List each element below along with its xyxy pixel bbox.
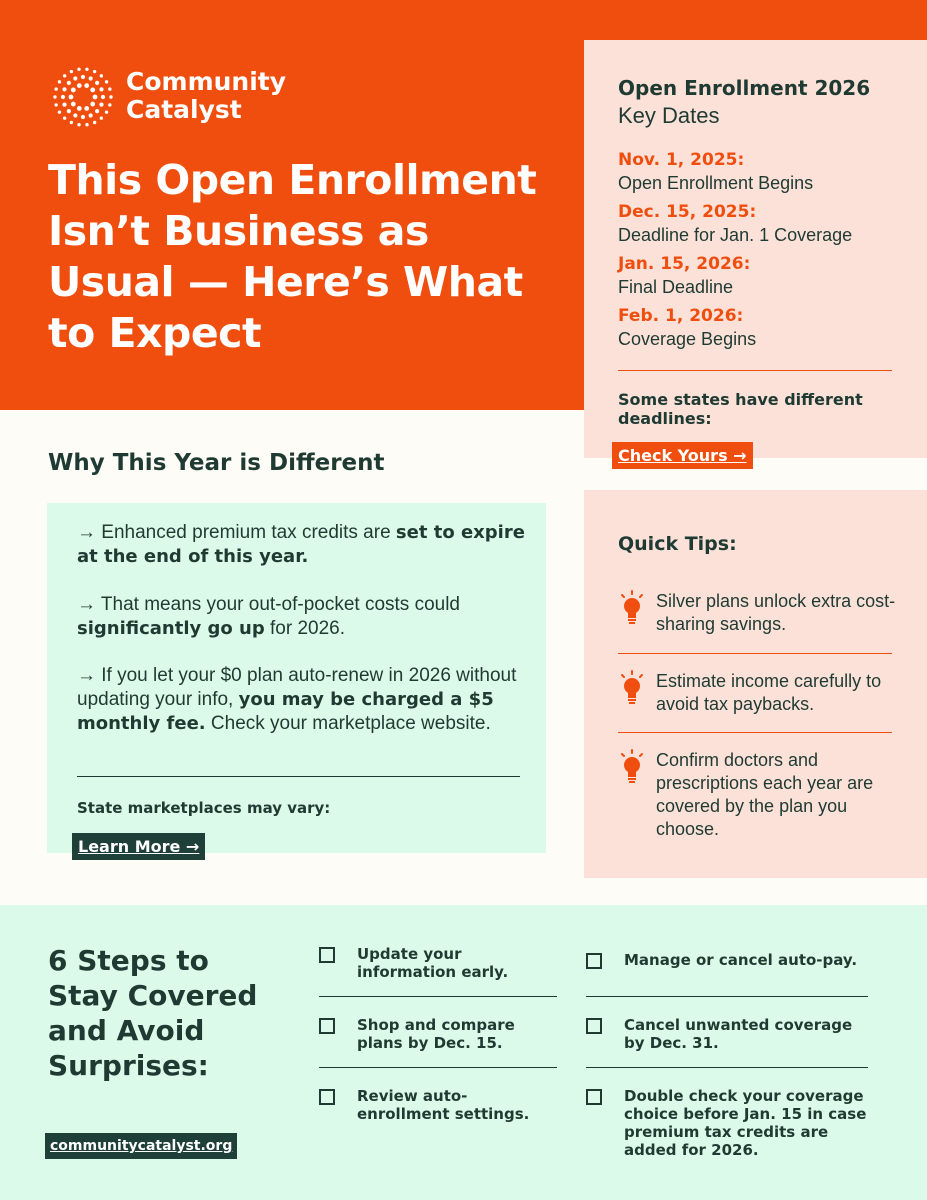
date-label: Feb. 1, 2026: xyxy=(618,306,744,326)
step-divider xyxy=(319,996,557,997)
why-item-1 xyxy=(77,521,527,569)
lightbulb-icon xyxy=(618,749,650,785)
website-link[interactable]: communitycatalyst.org xyxy=(45,1133,237,1159)
checkbox[interactable] xyxy=(586,1018,602,1034)
key-dates-list xyxy=(618,150,908,358)
why-item-2-text: → That means your out-of-pocket costs could xyxy=(77,594,460,615)
why-item-2-text-end: for 2026. xyxy=(264,618,345,639)
community-catalyst-logo[interactable] xyxy=(48,62,288,132)
tip-text: Silver plans unlock extra cost-sharing savings. xyxy=(656,591,896,634)
date-description: Coverage Begins xyxy=(618,329,757,349)
step-divider xyxy=(586,996,868,997)
checkbox[interactable] xyxy=(586,953,602,969)
date-label: Jan. 15, 2026: xyxy=(618,254,751,274)
why-item-3-emphasis: you may be charged a $5 monthly fee. xyxy=(77,689,494,734)
page-title: This Open Enrollment Isn’t Business as Usual — Here’s What to Expect xyxy=(48,156,537,357)
why-different-box xyxy=(47,503,546,856)
why-divider xyxy=(77,776,520,777)
steps-section xyxy=(0,905,927,1200)
lightbulb-icon xyxy=(618,670,650,706)
date-description: Deadline for Jan. 1 Coverage xyxy=(618,225,853,245)
why-item-1-text: → Enhanced premium tax credits are xyxy=(77,522,396,543)
checkbox[interactable] xyxy=(319,1089,335,1105)
date-description: Open Enrollment Begins xyxy=(618,173,814,193)
step-divider xyxy=(586,1067,868,1068)
why-item-3 xyxy=(77,664,527,736)
checkbox[interactable] xyxy=(319,947,335,963)
key-dates-title: Open Enrollment 2026 xyxy=(618,76,871,100)
key-dates-divider xyxy=(618,370,892,371)
step-text: Shop and compare plans by Dec. 15. xyxy=(357,1016,515,1052)
why-item-1-emphasis: set to expire at the end of this year. xyxy=(77,522,525,567)
state-deadlines-note: Some states have different deadlines: xyxy=(618,390,863,428)
tip-divider xyxy=(618,732,892,733)
sunburst-logo-icon xyxy=(48,62,118,132)
state-marketplaces-note: State marketplaces may vary: xyxy=(77,799,331,817)
tip-text: Confirm doctors and prescriptions each year are covered by the plan you choose. xyxy=(656,750,874,839)
tip-divider xyxy=(618,653,892,654)
quick-tips-heading: Quick Tips: xyxy=(618,533,737,555)
step-divider xyxy=(319,1067,557,1068)
checkbox[interactable] xyxy=(319,1018,335,1034)
logo-wordmark xyxy=(126,68,286,124)
quick-tips-card xyxy=(584,490,927,878)
why-item-2 xyxy=(77,593,527,641)
key-dates-subtitle: Key Dates xyxy=(618,103,720,128)
lightbulb-icon xyxy=(618,590,650,626)
learn-more-button[interactable]: Learn More → xyxy=(72,833,205,860)
steps-heading: 6 Steps to Stay Covered and Avoid Surprises: xyxy=(48,944,258,1082)
step-text: Double check your coverage choice before Jan. 15 in case premium tax credits are added for 2026. xyxy=(624,1087,867,1159)
why-item-3-text-end: Check your marketplace website. xyxy=(205,713,491,734)
why-different-heading: Why This Year is Different xyxy=(48,450,385,476)
step-text: Update your information early. xyxy=(357,945,509,981)
logo-line-2: Catalyst xyxy=(126,95,242,124)
why-item-3-text: → If you let your $0 plan auto-renew in 2026 without updating your info, xyxy=(77,665,517,710)
step-text: Cancel unwanted coverage by Dec. 31. xyxy=(624,1016,853,1052)
date-label: Nov. 1, 2025: xyxy=(618,150,745,170)
date-description: Final Deadline xyxy=(618,277,734,297)
tip-text: Estimate income carefully to avoid tax paybacks. xyxy=(656,671,882,714)
checkbox[interactable] xyxy=(586,1089,602,1105)
step-text: Review auto-enrollment settings. xyxy=(357,1087,530,1123)
date-item xyxy=(618,202,908,254)
step-text: Manage or cancel auto-pay. xyxy=(624,951,858,969)
date-item xyxy=(618,150,908,202)
date-item xyxy=(618,306,908,358)
date-item xyxy=(618,254,908,306)
logo-line-1: Community xyxy=(126,67,287,96)
check-yours-button[interactable]: Check Yours → xyxy=(612,442,753,469)
why-item-2-emphasis: significantly go up xyxy=(77,618,265,639)
date-label: Dec. 15, 2025: xyxy=(618,202,757,222)
